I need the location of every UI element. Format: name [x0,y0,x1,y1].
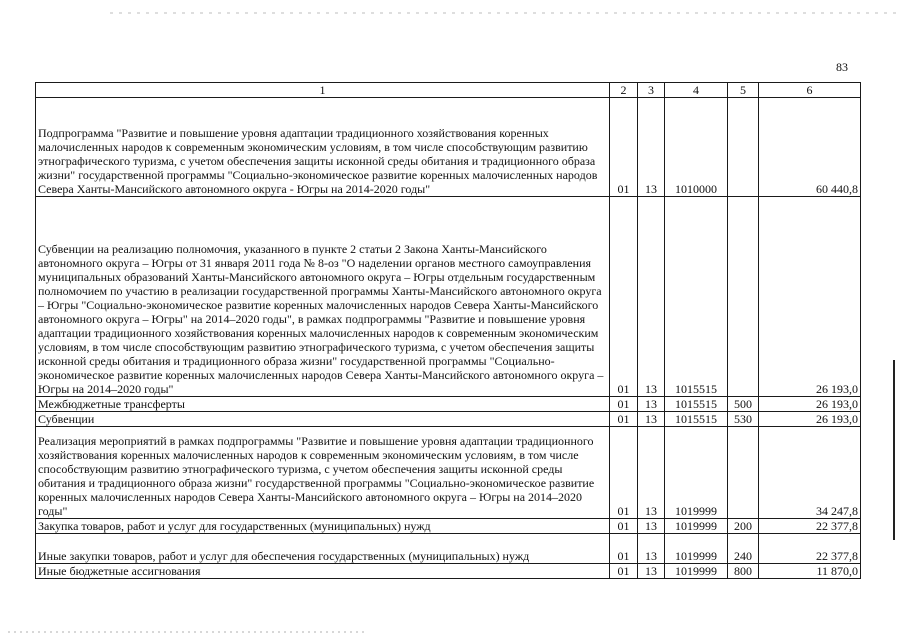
section-code: 01 [610,427,638,519]
expense-type-code: 240 [728,534,759,564]
expense-type-code [728,98,759,197]
table-row [36,197,861,397]
column-header: 5 [728,83,759,98]
table-row [36,427,861,519]
expense-type-code: 200 [728,519,759,534]
column-header: 1 [36,83,610,98]
target-article-code: 1019999 [665,534,728,564]
amount: 22 377,8 [759,534,861,564]
row-name: Реализация мероприятий в рамках подпрограммы "Развитие и повышение уровня адаптации традиционного хозяйствования коренных малочисленных народов к современным экономическим условиям, в том числе способствующим развитию этнографического туризма, с учетом обеспечения защиты исконной среды обитания и традиционного образа жизни" государственной программы "Социально-экономическое развитие коренных малочисленных народов Севера Ханты-Мансийского автономного округа – Югры на 2014–2020 годы" [36,427,610,519]
subsection-code: 13 [638,98,665,197]
expense-type-code [728,197,759,397]
section-code: 01 [610,564,638,579]
subsection-code: 13 [638,519,665,534]
amount: 26 193,0 [759,197,861,397]
row-name: Закупка товаров, работ и услуг для государственных (муниципальных) нужд [36,519,610,534]
column-header: 2 [610,83,638,98]
page-number: 83 [836,60,848,74]
amount: 22 377,8 [759,519,861,534]
table-row [36,534,861,564]
target-article-code: 1019999 [665,427,728,519]
table-row [36,519,861,534]
budget-table [35,82,861,579]
row-name: Иные бюджетные ассигнования [36,564,610,579]
subsection-code: 13 [638,427,665,519]
target-article-code: 1019999 [665,564,728,579]
row-name: Субвенции [36,412,610,427]
scan-edge-mark [893,360,895,540]
section-code: 01 [610,519,638,534]
row-name: Подпрограмма "Развитие и повышение уровня адаптации традиционного хозяйствования коренных малочисленных народов к современным экономическим условиям, в том числе способствующим развитию этнографического туризма, с учетом обеспечения защиты исконной среды обитания и традиционного образа жизни" государственной программы "Социально-экономическое развитие коренных малочисленных народов Севера Ханты-Мансийского автономного округа - Югры на 2014-2020 годы" [36,98,610,197]
subsection-code: 13 [638,412,665,427]
amount: 26 193,0 [759,397,861,412]
scan-noise-top [110,12,900,14]
subsection-code: 13 [638,397,665,412]
section-code: 01 [610,98,638,197]
target-article-code: 1015515 [665,412,728,427]
target-article-code: 1015515 [665,397,728,412]
target-article-code: 1010000 [665,98,728,197]
subsection-code: 13 [638,197,665,397]
target-article-code: 1015515 [665,197,728,397]
row-name: Иные закупки товаров, работ и услуг для обеспечения государственных (муниципальных) нужд [36,534,610,564]
scan-noise-bottom [8,631,368,633]
section-code: 01 [610,534,638,564]
expense-type-code: 530 [728,412,759,427]
table-row [36,397,861,412]
column-header: 4 [665,83,728,98]
amount: 26 193,0 [759,412,861,427]
amount: 11 870,0 [759,564,861,579]
amount: 60 440,8 [759,98,861,197]
column-header: 3 [638,83,665,98]
table-row [36,412,861,427]
row-name: Субвенции на реализацию полномочия, указанного в пункте 2 статьи 2 Закона Ханты-Мансийского автономного округа – Югры от 31 января 2011 года № 8-оз "О наделении органов местного самоуправления муниципальных образований Ханты-Мансийского автономного округа – Югры отдельным государственным полномочием по участию в реализации государственной программы Ханты-Мансийского автономного округа – Югры "Социально-экономическое развитие коренных малочисленных народов Севера Ханты-Мансийского автономного округа – Югры" на 2014–2020 годы", в рамках подпрограммы "Развитие и повышение уровня адаптации традиционного хозяйствования коренных малочисленных народов к современным экономическим условиям, в том числе способствующим развитию этнографического туризма, с учетом обеспечения защиты исконной среды обитания и традиционного образа жизни" государственной программы "Социально-экономическое развитие коренных малочисленных народов Севера Ханты-Мансийского автономного округа – Югры на 2014–2020 годы" [36,197,610,397]
expense-type-code: 800 [728,564,759,579]
subsection-code: 13 [638,534,665,564]
expense-type-code [728,427,759,519]
row-name: Межбюджетные трансферты [36,397,610,412]
table-row [36,98,861,197]
column-header: 6 [759,83,861,98]
subsection-code: 13 [638,564,665,579]
table-header-row [36,83,861,98]
target-article-code: 1019999 [665,519,728,534]
section-code: 01 [610,397,638,412]
section-code: 01 [610,412,638,427]
table-row [36,564,861,579]
expense-type-code: 500 [728,397,759,412]
amount: 34 247,8 [759,427,861,519]
section-code: 01 [610,197,638,397]
